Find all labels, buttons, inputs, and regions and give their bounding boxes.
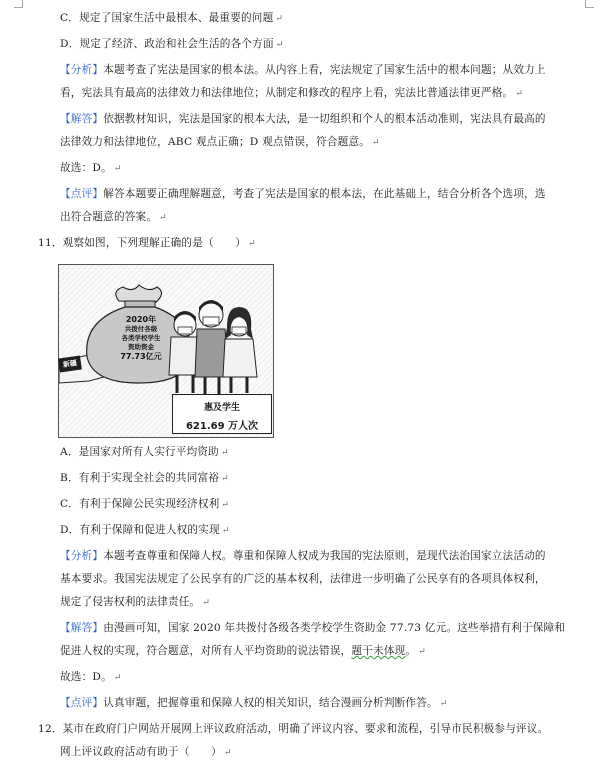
prev-option-c: C．规定了国家生活中最根本、最重要的问题 ↵ [60, 12, 284, 24]
prev-comment-line-2: 出符合题意的答案。 ↵ [60, 211, 167, 223]
page-corner-mark-right [585, 0, 594, 8]
q11-analysis-line-3: 规定了侵害权利的法律责任。 ↵ [60, 596, 211, 608]
q11-stem: 11．观察如图，下列理解正确的是（ ） ↵ [38, 237, 256, 249]
q11-analysis-line-2: 基本要求。我国宪法规定了公民享有的广泛的基本权利，法律进一步明确了公民享有的各项具体权利， [60, 573, 546, 585]
q11-comment: 【点评】认真审题，把握尊重和保障人权的相关知识，结合漫画分析判断作答。 ↵ [60, 697, 448, 709]
q11-choice: 故选：D。 ↵ [60, 671, 122, 683]
money-bag-label: 2020年 共拨付各级 各类学校学生 资助资金 77.73亿元 [120, 315, 162, 361]
q11-option-c: C．有利于保障公民实现经济权利 ↵ [60, 498, 230, 510]
q12-stem-line-2: 网上评议政府活动有助于（ ） ↵ [60, 746, 232, 758]
q12-stem-line-1: 12．某市在政府门户网站开展网上评议政府活动，明确了评议内容、要求和流程，引导市民积极参与评议。 [38, 723, 549, 735]
prev-option-d: D．规定了经济、政治和社会生活的各个方面 ↵ [60, 38, 284, 50]
prev-answer-line-2: 法律效力和法律地位，ABC 观点正确；D 观点错误，符合题意。 ↵ [60, 136, 380, 148]
prev-choice: 故选：D。 ↵ [60, 162, 122, 174]
grammar-squiggle: 题干未体现 [351, 645, 406, 657]
prev-analysis-line-1: 【分析】本题考查了宪法是国家的根本法。从内容上看，宪法规定了国家生活中的根本问题；从效力上 [60, 64, 546, 76]
q11-answer-line-2: 促进人权的实现，符合题意，对所有人平均资助的说法错误，题干未体现。 ↵ [60, 645, 426, 657]
beneficiary-sign: 惠及学生 621.69 万人次 [172, 394, 272, 434]
q11-answer-line-1: 【解答】由漫画可知，国家 2020 年共拨付各级各类学校学生资助金 77.73 亿元。这些举措有利于保障和 [60, 622, 566, 634]
page-corner-mark-left [14, 0, 23, 8]
q11-option-b: B．有利于实现全社会的共同富裕 ↵ [60, 472, 229, 484]
prev-answer-line-1: 【解答】依据教材知识，宪法是国家的根本大法，是一切组织和个人的根本活动准则，宪法具有最高的 [60, 113, 546, 125]
prev-analysis-line-2: 看，宪法具有最高的法律效力和法律地位；从制定和修改的程序上看，宪法比普通法律更严格。 ↵ [60, 87, 524, 99]
q11-option-a: A．是国家对所有人实行平均资助 ↵ [60, 446, 229, 458]
q11-cartoon [58, 264, 274, 438]
sleeve-label: 新疆 [58, 356, 82, 373]
q11-option-d: D．有利于保障和促进人权的实现 ↵ [60, 524, 230, 536]
q11-analysis-line-1: 【分析】本题考查尊重和保障人权。尊重和保障人权成为我国的宪法原则，是现代法治国家立法活动的 [60, 550, 546, 562]
prev-comment-line-1: 【点评】解答本题要正确理解题意，考查了宪法是国家的根本法，在此基础上，结合分析各个选项，选 [60, 188, 546, 200]
